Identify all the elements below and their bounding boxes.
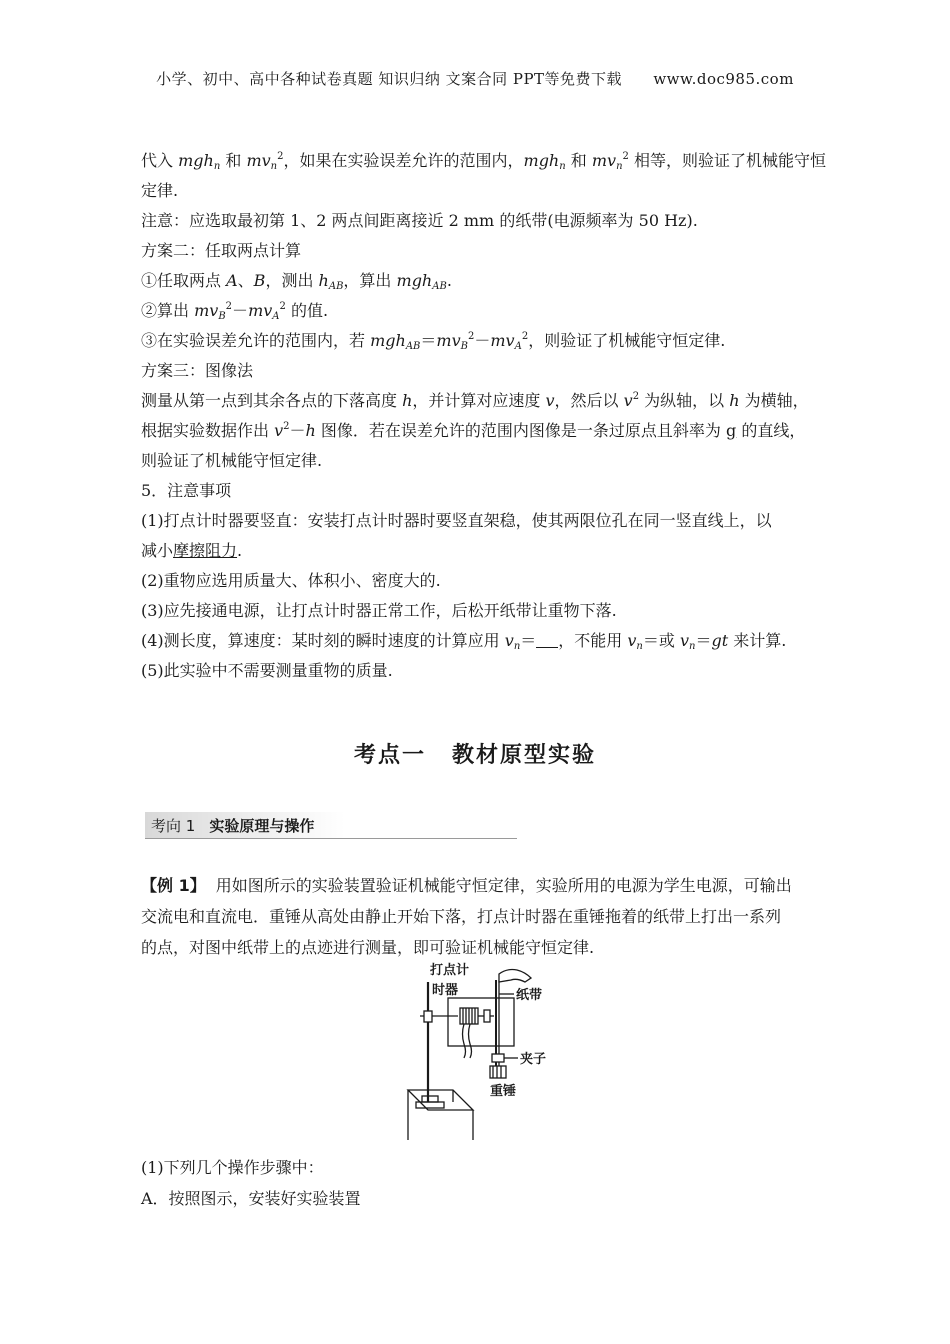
- header-url[interactable]: www.doc985.com: [653, 70, 794, 88]
- text-line: (1)打点计时器要竖直：安装打点计时器时要竖直架稳，使其两限位孔在同一竖直线上，以: [141, 511, 772, 530]
- text-line: (1)下列几个操作步骤中：: [141, 1158, 324, 1177]
- example-label: 【例 1】: [141, 876, 206, 895]
- label-weight: 重锤: [490, 1084, 517, 1099]
- text-line: 代入 mgh$_n$ 和 $mv_n^2$，如果在实验误差允许的范围内，mgh$_n$ 和 $mv_n^2$ 相等，则验证了机械能守恒: [141, 151, 827, 172]
- apparatus-figure: [398, 962, 558, 1142]
- text-line: 减小摩擦阻力.: [141, 541, 243, 560]
- example-block: 【例 1】 用如图所示的实验装置验证机械能守恒定律，实验所用的电源为学生电源，可输出 交流电和直流电．重锤从高处由静止开始下落，打点计时器在重锤拖着的纸带上打出一系列 的点，对图中纸带上的点迹进行测量，即可验证机械能守恒定律.: [141, 876, 792, 957]
- label-clip: 夹子: [520, 1052, 547, 1067]
- text-line: (5)此实验中不需要测量重物的质量.: [141, 661, 393, 680]
- question-block: [141, 1152, 831, 1214]
- text-line: ②算出 $mv_B^2-mv_A^2$ 的值.: [141, 301, 329, 322]
- text-line: 5．注意事项: [141, 481, 232, 500]
- text-line: (3)应先接通电源，让打点计时器正常工作，后松开纸带让重物下落.: [141, 601, 617, 620]
- header-text: 小学、初中、高中各种试卷真题 知识归纳 文案合同 PPT等免费下载: [156, 70, 623, 88]
- text-line: A．按照图示，安装好实验装置: [141, 1189, 361, 1208]
- text-line: 则验证了机械能守恒定律.: [141, 451, 323, 470]
- text-line: 测量从第一点到其余各点的下落高度 h，并计算对应速度 v，然后以 $v^2$ 为纵轴，以 h 为横轴，: [141, 391, 809, 410]
- text-line: ①任取两点 A、B，测出 $h_{AB}$，算出 mgh$_{AB}$.: [141, 271, 452, 292]
- section-title: 考点一 教材原型实验: [353, 742, 597, 768]
- fill-blank: [536, 633, 558, 648]
- label-timer: 打点计: [430, 963, 470, 978]
- page-header: [0, 68, 950, 89]
- text-line: 注意：应选取最初第 1、2 两点间距离接近 2 mm 的纸带(电源频率为 50 Hz).: [141, 211, 698, 230]
- main-content: [141, 146, 831, 686]
- text-line: 方案二：任取两点计算: [141, 241, 302, 260]
- label-timer-2: 时器: [432, 983, 459, 998]
- text-line: 根据实验数据作出 $v^2-h$ 图像．若在误差允许的范围内图像是一条过原点且斜率为 g 的直线，: [141, 421, 806, 440]
- text-line: ③在实验误差允许的范围内，若 $mgh_{AB}=mv_B^2-mv_A^2$，则验证了机械能守恒定律.: [141, 331, 726, 352]
- text-line: 方案三：图像法: [141, 361, 254, 380]
- text-line: (4)测长度，算速度：某时刻的瞬时速度的计算应用 $v_n=$ ，不能用 $v_n=$或 $v_n=gt$ 来计算.: [141, 631, 787, 652]
- label-tape: 纸带: [516, 988, 543, 1003]
- text-line: 定律.: [141, 181, 179, 200]
- apparatus-diagram: [398, 962, 558, 1142]
- subsection-heading: 考向 1 实验原理与操作: [145, 812, 517, 839]
- text-line: (2)重物应选用质量大、体积小、密度大的.: [141, 571, 441, 590]
